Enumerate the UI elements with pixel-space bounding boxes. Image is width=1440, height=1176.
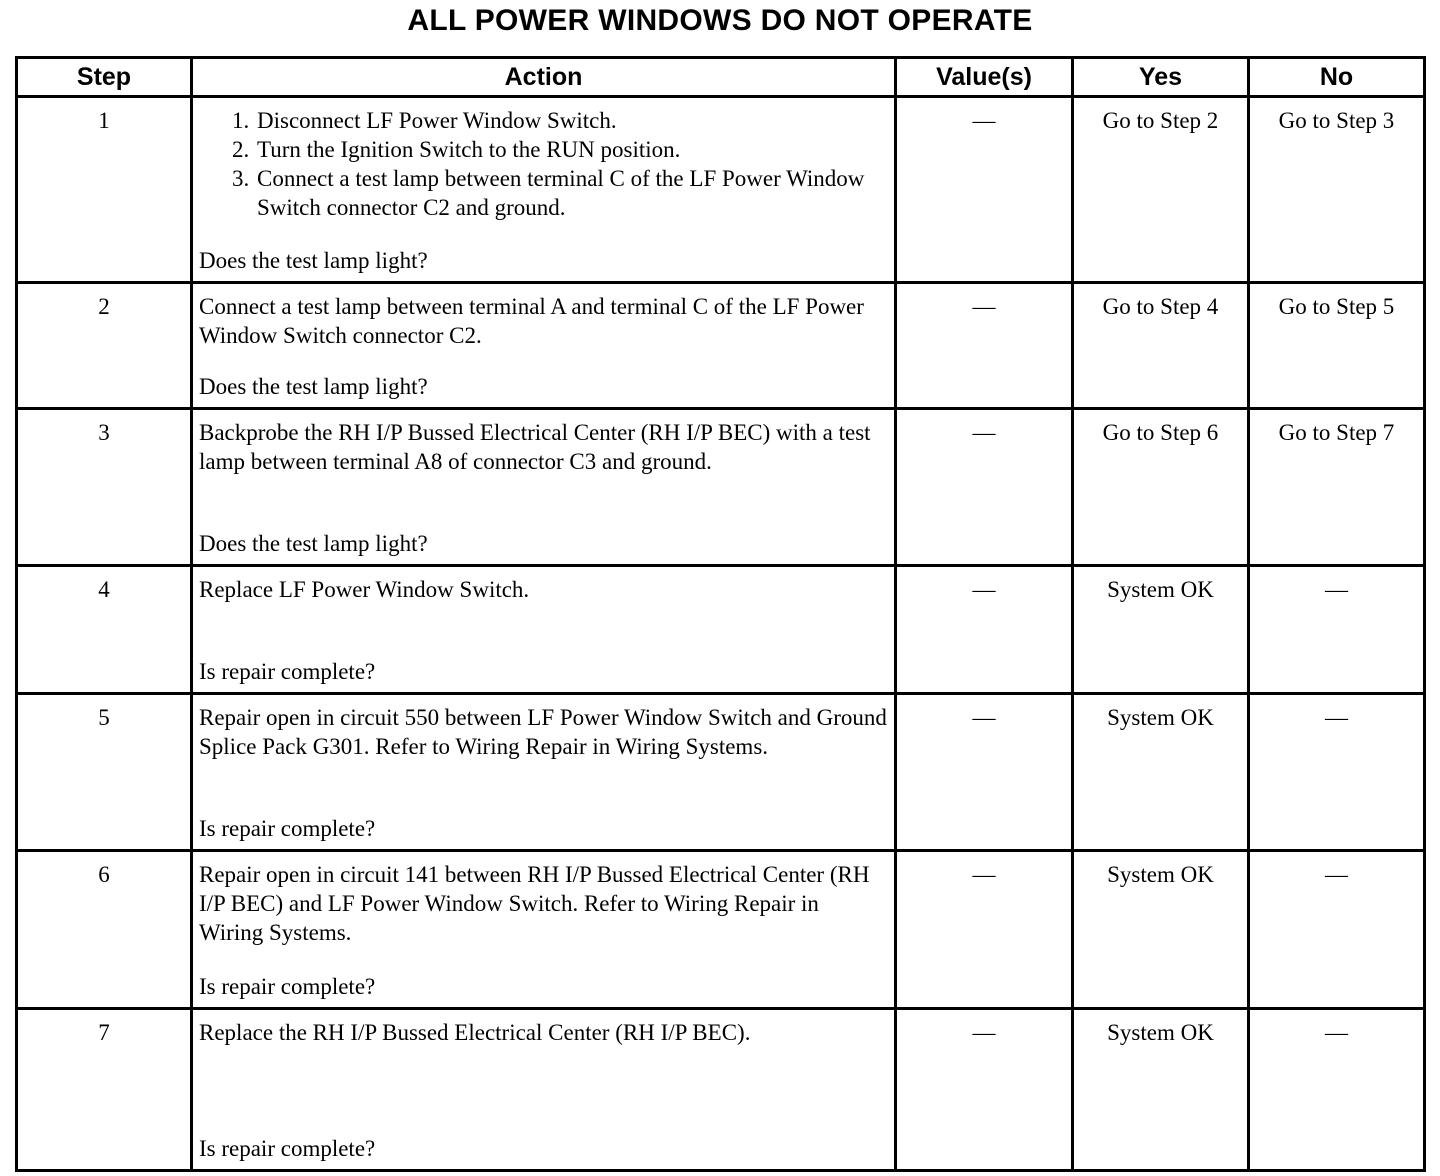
action-list — [199, 106, 888, 222]
action-text: Replace LF Power Window Switch. — [199, 577, 530, 602]
values-cell: — — [896, 1009, 1073, 1171]
table-row — [17, 694, 1425, 851]
no-cell: — — [1249, 566, 1425, 694]
action-question: Does the test lamp light? — [199, 374, 428, 399]
values-cell: — — [896, 283, 1073, 409]
table-header-row — [17, 58, 1425, 97]
action-question: Is repair complete? — [199, 974, 376, 999]
action-cell — [192, 694, 896, 851]
action-text: Backprobe the RH I/P Bussed Electrical Center (RH I/P BEC) with a test lamp between terminal A8 of connector C3 and ground. — [199, 420, 871, 474]
table-row — [17, 97, 1425, 283]
values-cell: — — [896, 409, 1073, 566]
action-text: Repair open in circuit 550 between LF Power Window Switch and Ground Splice Pack G301. Refer to Wiring Repair in Wiring Systems. — [199, 705, 887, 759]
values-cell: — — [896, 97, 1073, 283]
values-cell: — — [896, 851, 1073, 1009]
values-cell: — — [896, 694, 1073, 851]
step-number: 1 — [17, 97, 192, 283]
header-action: Action — [192, 58, 896, 97]
no-cell: — — [1249, 851, 1425, 1009]
yes-cell: System OK — [1073, 851, 1249, 1009]
action-question: Is repair complete? — [199, 816, 376, 841]
action-question: Does the test lamp light? — [199, 531, 428, 556]
action-text: Repair open in circuit 141 between RH I/P Bussed Electrical Center (RH I/P BEC) and LF Power Window Switch. Refer to Wiring Repair in Wiring Systems. — [199, 862, 870, 945]
yes-cell: Go to Step 4 — [1073, 283, 1249, 409]
step-number: 5 — [17, 694, 192, 851]
header-yes: Yes — [1073, 58, 1249, 97]
header-values: Value(s) — [896, 58, 1073, 97]
no-cell: — — [1249, 1009, 1425, 1171]
table-row — [17, 1009, 1425, 1171]
no-cell: Go to Step 3 — [1249, 97, 1425, 283]
diagnostic-table — [15, 56, 1426, 1172]
table-row — [17, 283, 1425, 409]
table-row — [17, 566, 1425, 694]
table-row — [17, 851, 1425, 1009]
table-row — [17, 409, 1425, 566]
action-question: Is repair complete? — [199, 1136, 376, 1161]
step-number: 7 — [17, 1009, 192, 1171]
yes-cell: System OK — [1073, 566, 1249, 694]
action-question: Is repair complete? — [199, 659, 376, 684]
step-number: 2 — [17, 283, 192, 409]
no-cell: — — [1249, 694, 1425, 851]
header-no: No — [1249, 58, 1425, 97]
action-cell — [192, 97, 896, 283]
yes-cell: System OK — [1073, 694, 1249, 851]
step-number: 6 — [17, 851, 192, 1009]
no-cell: Go to Step 7 — [1249, 409, 1425, 566]
action-cell — [192, 851, 896, 1009]
action-text: Connect a test lamp between terminal A and terminal C of the LF Power Window Switch connector C2. — [199, 294, 864, 348]
header-step: Step — [17, 58, 192, 97]
page-title: ALL POWER WINDOWS DO NOT OPERATE — [407, 4, 1033, 37]
action-cell — [192, 283, 896, 409]
list-item: 1. Disconnect LF Power Window Switch. — [255, 106, 888, 135]
step-number: 3 — [17, 409, 192, 566]
no-cell: Go to Step 5 — [1249, 283, 1425, 409]
action-text: Replace the RH I/P Bussed Electrical Center (RH I/P BEC). — [199, 1020, 751, 1045]
list-item: 3. Connect a test lamp between terminal C of the LF Power Window Switch connector C2 and ground. — [255, 164, 888, 222]
action-question: Does the test lamp light? — [199, 248, 428, 273]
yes-cell: Go to Step 2 — [1073, 97, 1249, 283]
action-cell — [192, 566, 896, 694]
yes-cell: Go to Step 6 — [1073, 409, 1249, 566]
step-number: 4 — [17, 566, 192, 694]
action-cell — [192, 1009, 896, 1171]
action-cell — [192, 409, 896, 566]
list-item: 2. Turn the Ignition Switch to the RUN position. — [255, 135, 888, 164]
values-cell: — — [896, 566, 1073, 694]
yes-cell: System OK — [1073, 1009, 1249, 1171]
